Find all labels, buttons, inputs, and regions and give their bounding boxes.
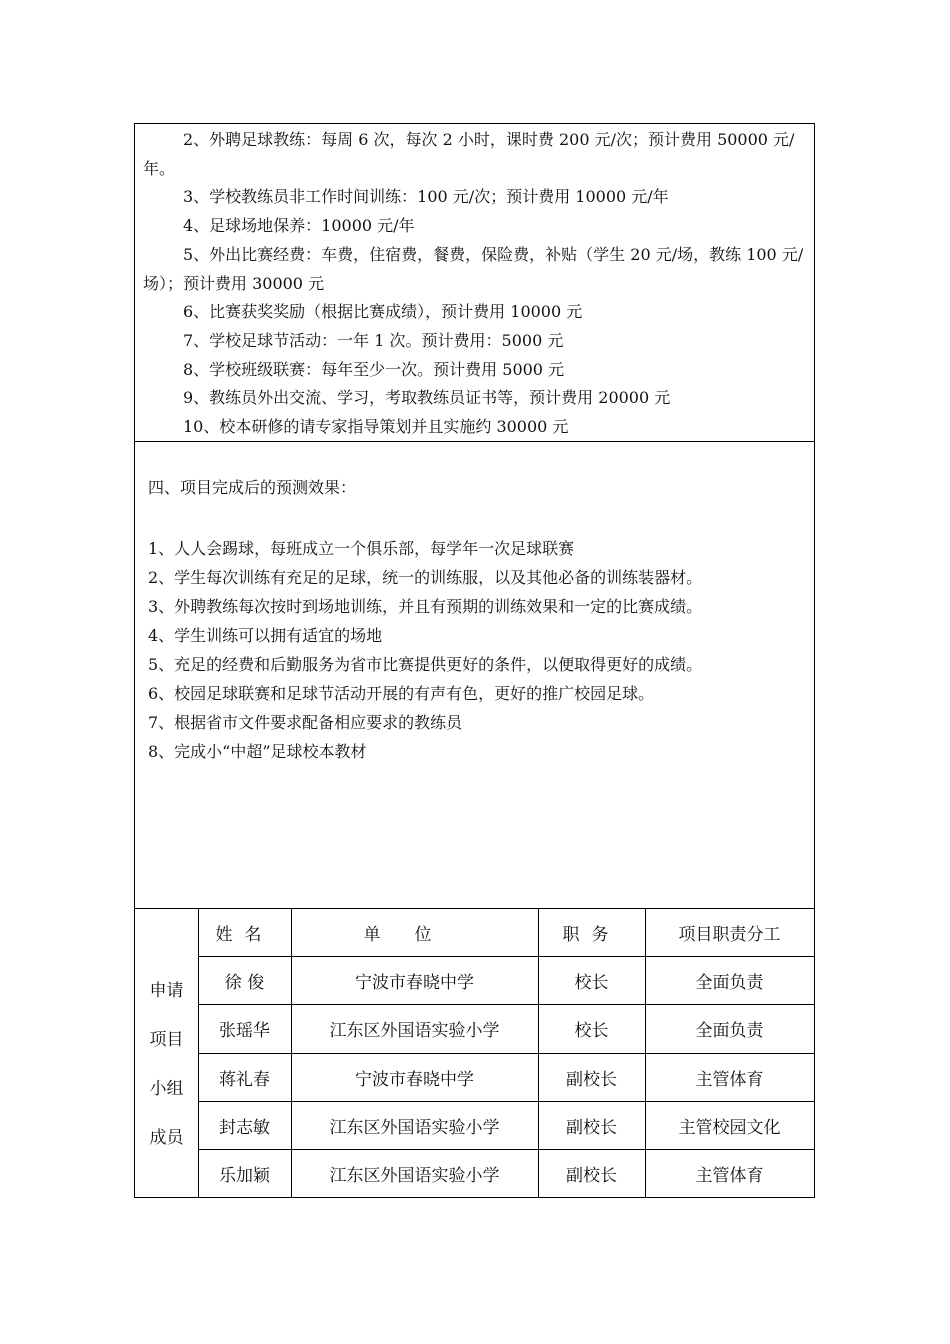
- budget-item: 7、学校足球节活动：一年 1 次。预计费用：5000 元: [183, 330, 564, 350]
- effects-list: [148, 534, 813, 766]
- member-name: 张瑶华: [219, 1020, 270, 1041]
- effect-item: 2、学生每次训练有充足的足球，统一的训练服，以及其他必备的训练装器材。: [148, 568, 703, 587]
- member-name: 徐 俊: [224, 972, 265, 993]
- member-duty: 主管校园文化: [678, 1117, 781, 1138]
- header-position: 职务: [562, 924, 621, 945]
- side-label-part: 成员: [149, 1128, 184, 1148]
- member-position: 副校长: [566, 1069, 617, 1090]
- budget-item: 8、学校班级联赛：每年至少一次。预计费用 5000 元: [183, 359, 565, 379]
- member-name: 封志敏: [219, 1117, 270, 1138]
- effect-item: 5、充足的经费和后勤服务为省市比赛提供更好的条件，以便取得更好的成绩。: [148, 655, 703, 674]
- member-duty: 全面负责: [695, 972, 764, 993]
- budget-item: 10、校本研修的请专家指导策划并且实施约 30000 元: [183, 417, 569, 437]
- member-unit: 江东区外国语实验小学: [329, 1165, 500, 1186]
- application-form-table: [134, 123, 815, 1198]
- members-side-label: [135, 908, 198, 1197]
- member-position: 校长: [574, 972, 609, 993]
- member-name: 乐加颖: [219, 1165, 270, 1186]
- effect-item: 8、完成小“中超”足球校本教材: [148, 742, 367, 761]
- budget-item: 9、教练员外出交流、学习，考取教练员证书等，预计费用 20000 元: [183, 388, 671, 408]
- effect-item: 4、学生训练可以拥有适宜的场地: [148, 626, 383, 645]
- effect-item: 7、根据省市文件要求配备相应要求的教练员: [148, 713, 463, 732]
- member-unit: 江东区外国语实验小学: [329, 1117, 500, 1138]
- member-position: 副校长: [566, 1165, 617, 1186]
- member-duty: 全面负责: [695, 1020, 764, 1041]
- budget-item: 3、学校教练员非工作时间训练：100 元/次；预计费用 10000 元/年: [183, 187, 669, 207]
- effect-item: 3、外聘教练每次按时到场地训练，并且有预期的训练效果和一定的比赛成绩。: [148, 597, 703, 616]
- side-label-part: 项目: [149, 1030, 184, 1050]
- member-duty: 主管体育: [695, 1165, 764, 1186]
- effect-item: 6、校园足球联赛和足球节活动开展的有声有色，更好的推广校园足球。: [148, 684, 655, 703]
- member-unit: 宁波市春晓中学: [355, 1069, 474, 1090]
- header-unit: 单位: [363, 924, 466, 945]
- effects-title: 四、项目完成后的预测效果：: [148, 478, 357, 497]
- member-name: 蒋礼春: [219, 1069, 270, 1090]
- budget-item: 2、外聘足球教练：每周 6 次，每次 2 小时，课时费 200 元/次；预计费用 50000 元/年。: [143, 130, 795, 178]
- section-divider: [135, 441, 814, 442]
- budget-item: 5、外出比赛经费：车费，住宿费，餐费，保险费，补贴（学生 20 元/场，教练 100 元/场）；预计费用 30000 元: [143, 244, 804, 293]
- effect-item: 1、人人会踢球，每班成立一个俱乐部，每学年一次足球联赛: [148, 539, 575, 558]
- side-label-part: 申请: [149, 981, 184, 1001]
- member-position: 副校长: [566, 1117, 617, 1138]
- member-unit: 江东区外国语实验小学: [329, 1020, 500, 1041]
- header-duty: 项目职责分工: [678, 924, 781, 945]
- member-position: 校长: [574, 1020, 609, 1041]
- members-table: [135, 908, 814, 1197]
- budget-item: 6、比赛获奖奖励（根据比赛成绩），预计费用 10000 元: [183, 302, 583, 322]
- side-label-part: 小组: [149, 1079, 184, 1099]
- member-duty: 主管体育: [695, 1069, 764, 1090]
- budget-item: 4、足球场地保养：10000 元/年: [183, 216, 415, 236]
- budget-section: [143, 126, 813, 442]
- header-name: 姓名: [215, 924, 274, 945]
- member-unit: 宁波市春晓中学: [355, 972, 474, 993]
